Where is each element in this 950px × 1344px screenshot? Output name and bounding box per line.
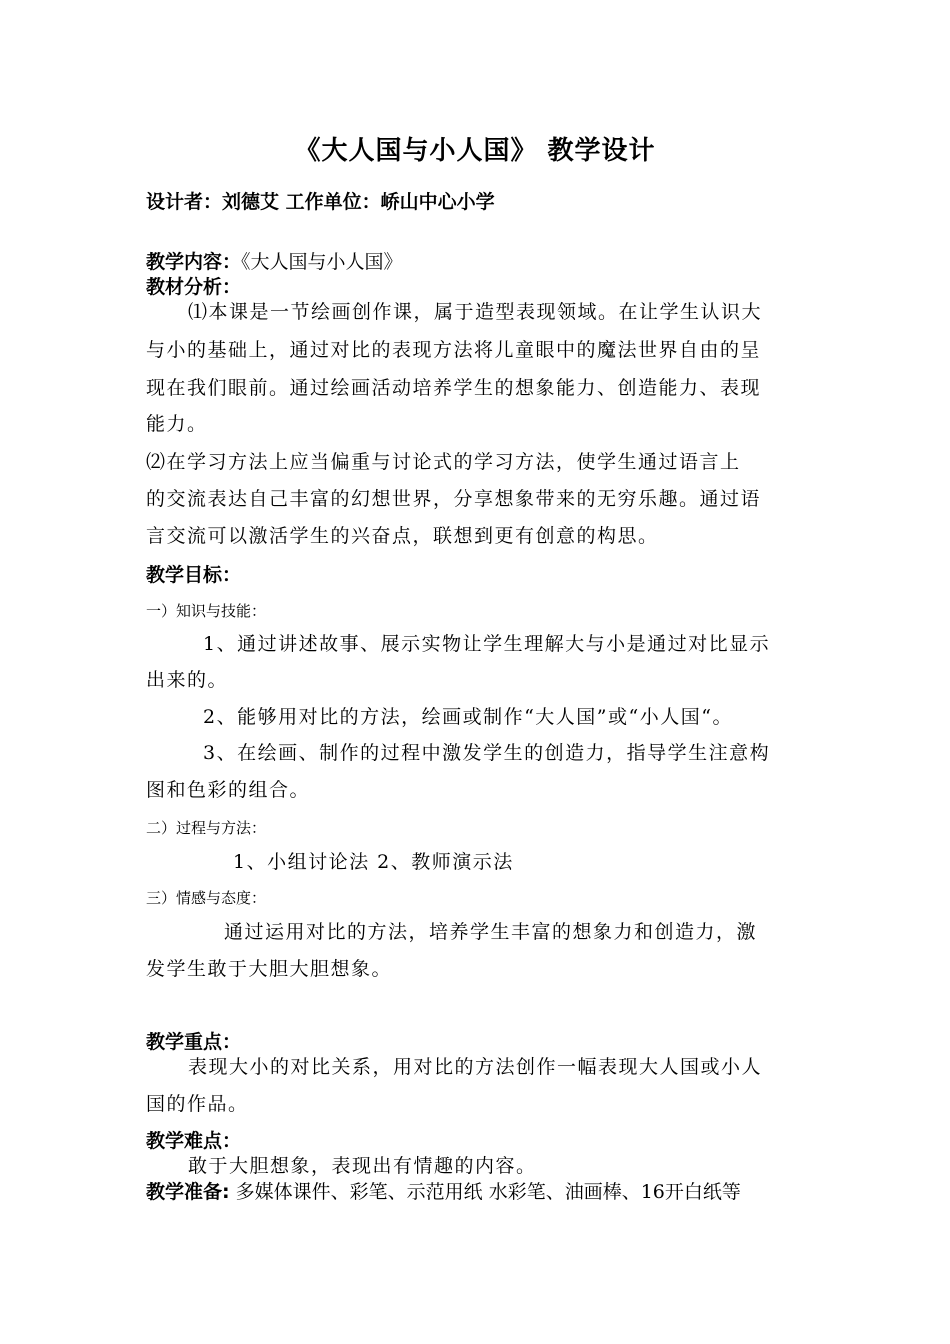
analysis-p1-line: 能力。: [146, 413, 208, 435]
analysis-p1-line: 与小的基础上，通过对比的表现方法将儿童眼中的魔法世界自由的呈: [146, 339, 762, 361]
author-line: 设计者：刘德艾 工作单位：峤山中心小学: [146, 191, 495, 213]
difficulty-line: 敢于大胆想象，表现出有情趣的内容。: [188, 1155, 537, 1177]
preparation-label: 教学准备:: [146, 1181, 230, 1203]
page-title: 《大人国与小人国》 教学设计: [294, 136, 656, 166]
difficulty-label: 教学难点：: [146, 1130, 242, 1152]
content-label: 教学内容：: [146, 251, 242, 273]
content-value: 《大人国与小人国》: [241, 251, 403, 273]
emotion-label: 三）情感与态度：: [146, 889, 267, 907]
key-point-line: 表现大小的对比关系，用对比的方法创作一幅表现大人国或小人: [188, 1056, 763, 1078]
knowledge-label: 一）知识与技能：: [146, 602, 267, 620]
knowledge-line: 3、在绘画、制作的过程中激发学生的创造力，指导学生注意构: [203, 742, 771, 764]
process-line: 1、小组讨论法 2、教师演示法: [233, 851, 514, 873]
emotion-line: 发学生敢于大胆大胆想象。: [146, 958, 393, 980]
analysis-p1-line: 现在我们眼前。通过绘画活动培养学生的想象能力、创造能力、表现: [146, 377, 762, 399]
analysis-p1-line: ⑴本课是一节绘画创作课，属于造型表现领域。在让学生认识大: [188, 301, 763, 323]
key-point-line: 国的作品。: [146, 1093, 249, 1115]
analysis-p2-line: 的交流表达自己丰富的幻想世界，分享想象带来的无穷乐趣。通过语: [146, 488, 762, 510]
emotion-line: 通过运用对比的方法，培养学生丰富的想象力和创造力，激: [224, 921, 758, 943]
preparation-line: [146, 1180, 741, 1204]
knowledge-line: 2、能够用对比的方法，绘画或制作“大人国”或“小人国“。: [203, 706, 733, 728]
goals-label: 教学目标：: [146, 564, 242, 586]
knowledge-line: 1、通过讲述故事、展示实物让学生理解大与小是通过对比显示: [203, 633, 771, 655]
analysis-p2-line: ⑵在学习方法上应当偏重与讨论式的学习方法，使学生通过语言上: [146, 451, 741, 473]
analysis-p2-line: 言交流可以激活学生的兴奋点，联想到更有创意的构思。: [146, 525, 659, 547]
content-line: [146, 250, 403, 274]
key-point-label: 教学重点：: [146, 1031, 242, 1053]
knowledge-line: 图和色彩的组合。: [146, 779, 311, 801]
knowledge-line: 出来的。: [146, 669, 229, 691]
process-label: 二）过程与方法：: [146, 819, 267, 837]
preparation-value: 多媒体课件、彩笔、示范用纸 水彩笔、油画棒、16开白纸等: [229, 1181, 741, 1203]
analysis-label: 教材分析：: [146, 276, 242, 298]
